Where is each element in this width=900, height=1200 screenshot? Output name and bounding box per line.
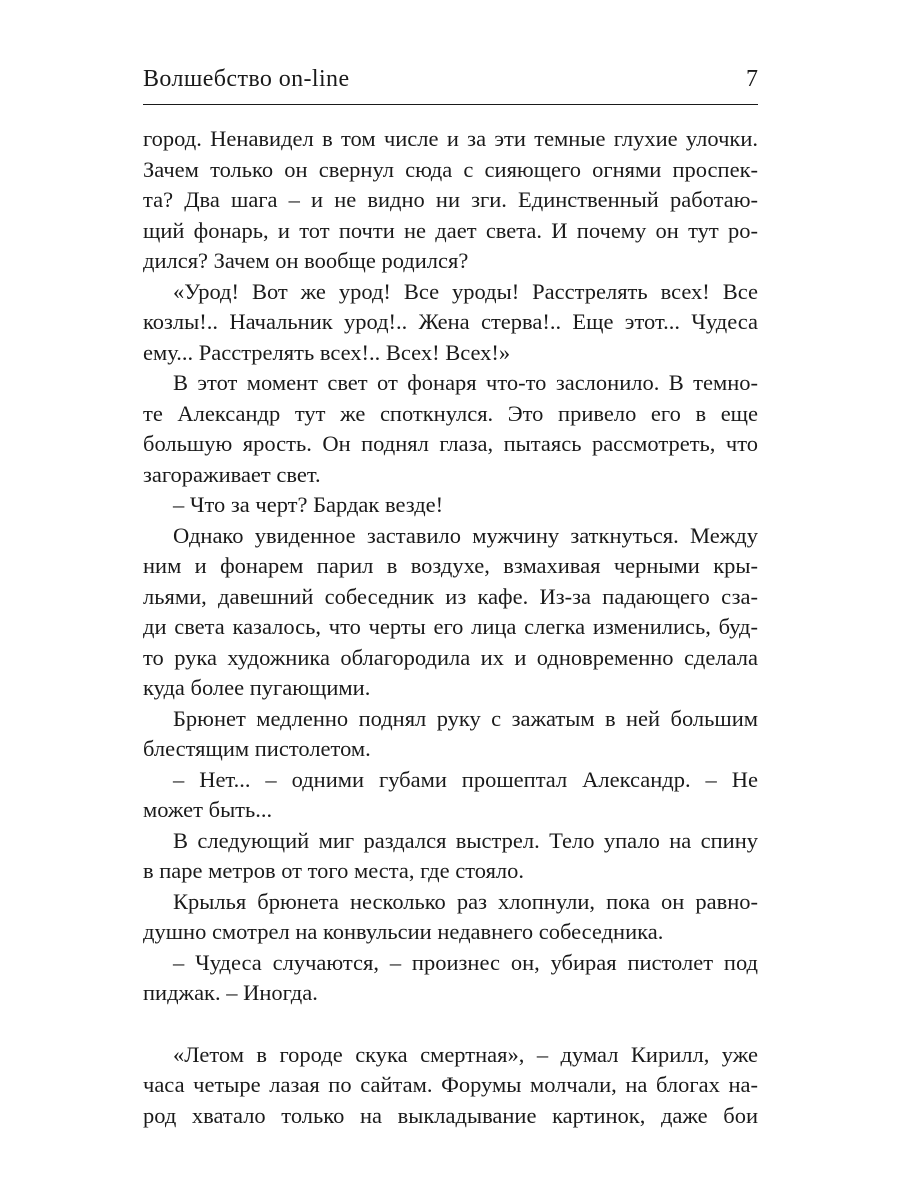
text-line: льями, давешний собеседник из кафе. Из-за падающего сза-	[143, 583, 758, 609]
page-number: 7	[746, 66, 758, 92]
text-line: то рука художника облагородила их и одновременно сделала	[143, 644, 758, 670]
text-line: – Что за черт? Бардак везде!	[173, 492, 444, 517]
text-line: род хватало только на выкладывание картинок, даже бои	[143, 1102, 758, 1128]
text-line: ему... Расстрелять всех!.. Всех! Всех!»	[143, 339, 511, 365]
body-text	[143, 124, 758, 1131]
text-line: большую ярость. Он поднял глаза, пытаясь рассмотреть, что	[143, 431, 758, 456]
text-line: – Чудеса случаются, – произнес он, убирая пистолет под	[173, 949, 758, 975]
text-line: Крылья брюнета несколько раз хлопнули, пока он равно-	[173, 888, 758, 914]
text-line: Зачем только он свернул сюда с сияющего огнями проспек-	[143, 156, 758, 182]
running-title: Волшебство on-line	[143, 66, 350, 92]
text-line: куда более пугающими.	[143, 675, 371, 700]
text-line: та? Два шага – и не видно ни зги. Единственный работаю-	[143, 187, 758, 212]
text-line: загораживает свет.	[143, 461, 321, 487]
text-line: блестящим пистолетом.	[143, 736, 371, 761]
text-line: может быть...	[143, 797, 273, 822]
text-line: В этот момент свет от фонаря что-то заслонило. В темно-	[173, 370, 758, 395]
paragraph	[143, 948, 758, 1009]
text-line: пиджак. – Иногда.	[143, 980, 318, 1005]
text-line: часа четыре лазая по сайтам. Форумы молчали, на блогах на-	[143, 1072, 758, 1097]
paragraph	[143, 826, 758, 887]
text-line: В следующий миг раздался выстрел. Тело упало на спину	[173, 827, 758, 853]
paragraph	[143, 368, 758, 490]
text-line: ди света казалось, что черты его лица слегка изменились, буд-	[143, 614, 758, 639]
running-header	[143, 66, 758, 100]
text-line: дился? Зачем он вообще родился?	[143, 248, 469, 273]
header-rule	[143, 104, 758, 105]
text-line: те Александр тут же споткнулся. Это привело его в еще	[143, 400, 758, 426]
text-line: в паре метров от того места, где стояло.	[143, 858, 525, 883]
text-line: город. Ненавидел в том числе и за эти темные глухие улочки.	[143, 126, 758, 151]
text-line: щий фонарь, и тот почти не дает света. И почему он тут ро-	[143, 217, 758, 243]
text-line: ним и фонарем парил в воздухе, взмахивая черными кры-	[143, 553, 758, 578]
text-line: «Летом в городе скука смертная», – думал Кирилл, уже	[173, 1041, 758, 1067]
paragraph	[143, 277, 758, 369]
text-line: Брюнет медленно поднял руку с зажатым в ней большим	[173, 705, 758, 731]
text-line: – Нет... – одними губами прошептал Александр. – Не	[173, 766, 758, 792]
paragraph	[143, 1040, 758, 1132]
text-line: Однако увиденное заставило мужчину заткнуться. Между	[173, 522, 758, 548]
text-line: душно смотрел на конвульсии недавнего собеседника.	[143, 919, 664, 944]
paragraph	[143, 124, 758, 277]
paragraph	[143, 887, 758, 948]
section-break	[143, 1009, 758, 1040]
paragraph	[143, 765, 758, 826]
text-line: «Урод! Вот же урод! Все уроды! Расстрелять всех! Все	[173, 278, 758, 304]
paragraph	[143, 521, 758, 704]
paragraph	[143, 704, 758, 765]
paragraph	[143, 490, 758, 521]
text-line: козлы!.. Начальник урод!.. Жена стерва!.. Еще этот... Чудеса	[143, 309, 758, 334]
